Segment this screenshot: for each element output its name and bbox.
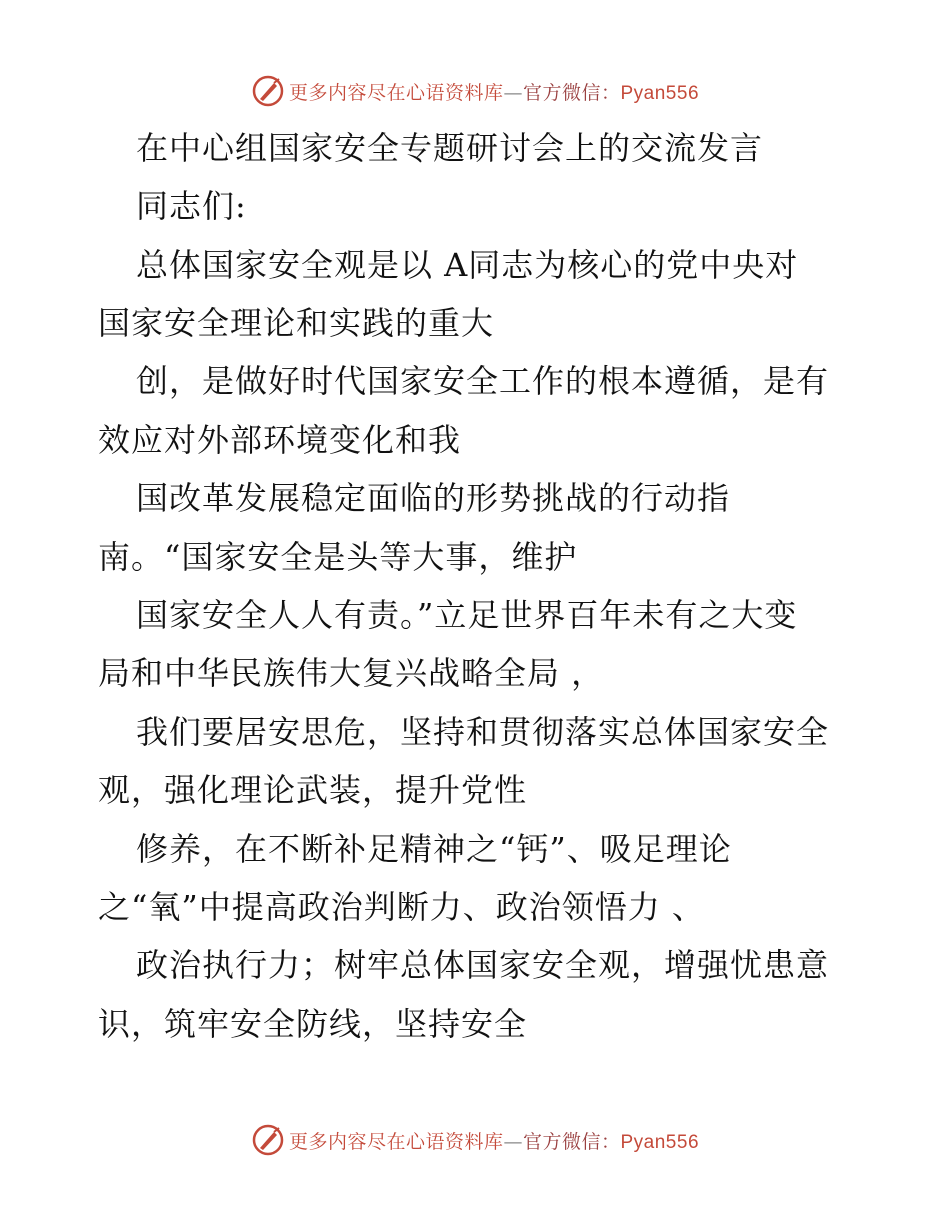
header-watermark-banner bbox=[0, 71, 950, 111]
text-line: 观，强化理论武装，提升党性 bbox=[98, 771, 528, 809]
text-line: 识，筑牢安全防线，坚持安全 bbox=[98, 1005, 528, 1043]
text-line: 效应对外部环境变化和我 bbox=[98, 421, 462, 459]
footer-watermark-banner bbox=[0, 1120, 950, 1160]
text-line: 国家安全人人有责。”立足世界百年未有之大变 bbox=[136, 596, 798, 634]
quill-logo-icon bbox=[251, 1123, 285, 1157]
text-line: 总体国家安全观是以 A同志为核心的党中央对 bbox=[136, 246, 799, 284]
text-line: 国家安全理论和实践的重大 bbox=[98, 304, 495, 342]
footer-watermark-text: 更多内容尽在心语资料库—官方微信：Pyan556 bbox=[288, 1130, 700, 1153]
text-line: 南。“国家安全是头等大事，维护 bbox=[98, 538, 578, 576]
text-line: 国改革发展稳定面临的形势挑战的行动指 bbox=[136, 479, 731, 517]
text-line: 我们要居安思危，坚持和贯彻落实总体国家安全 bbox=[136, 713, 830, 751]
text-line: 局和中华民族伟大复兴战略全局 ， bbox=[98, 654, 605, 692]
header-watermark-text: 更多内容尽在心语资料库—官方微信：Pyan556 bbox=[288, 81, 700, 104]
text-line: 政治执行力；树牢总体国家安全观，增强忧患意 bbox=[136, 946, 830, 984]
quill-logo-icon bbox=[251, 74, 285, 108]
text-line: 之“氧”中提高政治判断力、政治领悟力 、 bbox=[98, 888, 705, 926]
salutation: 同志们: bbox=[136, 187, 247, 225]
text-line: 创，是做好时代国家安全工作的根本遵循，是有 bbox=[136, 362, 830, 400]
document-title: 在中心组国家安全专题研讨会上的交流发言 bbox=[136, 129, 764, 167]
text-line: 修养，在不断补足精神之“钙”、吸足理论 bbox=[136, 830, 732, 868]
